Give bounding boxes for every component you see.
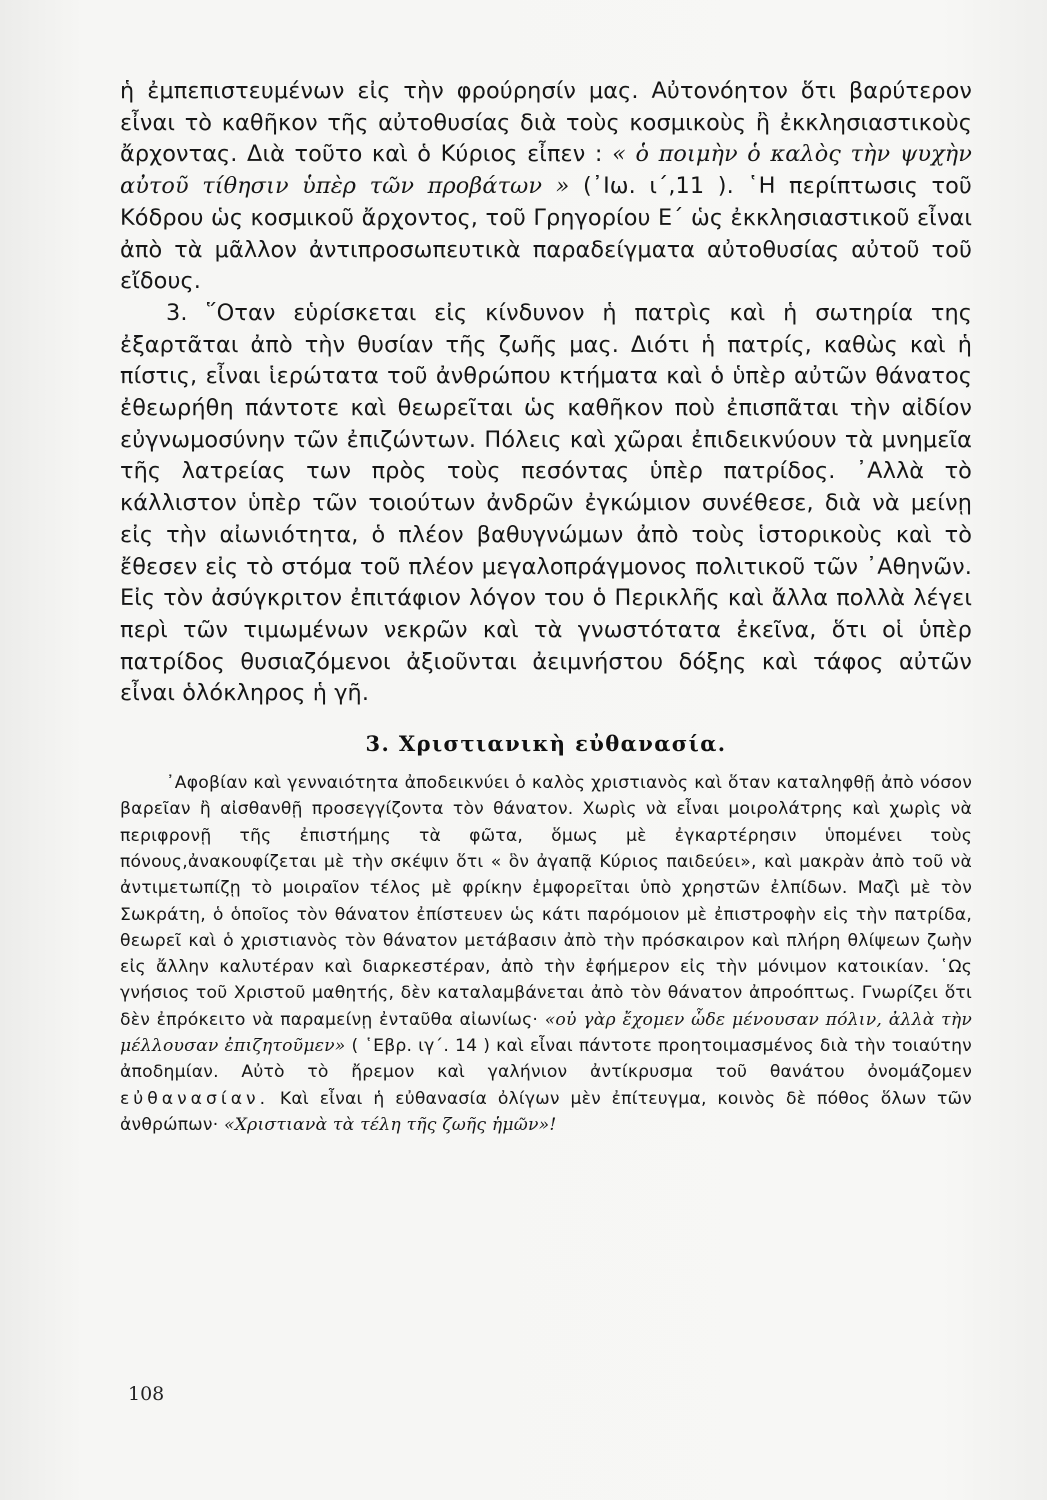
page-text xyxy=(120,76,972,1138)
paragraph-euthanasia xyxy=(120,770,972,1138)
paragraph-text: 3. ῞Οταν εὑρίσκεται εἰς κίνδυνον ἡ πατρὶς καὶ ἡ σωτηρία της ἐξαρτᾶται ἀπὸ τὴν θυσίαν τῆς ζωῆς μας. Διότι ἡ πατρίς, καθὼς καὶ ἡ πίστις, εἶναι ἱερώτατα τοῦ ἀνθρώπου κτήματα καὶ ὁ ὑπὲρ αὐτῶν θάνατος ἐθεωρήθη πάντοτε καὶ θεωρεῖται ὡς καθῆκον ποὺ ἐπισπᾶται τὴν αἰδίον εὐγνωμοσύνην τῶν ἐπιζώντων. Πόλεις καὶ χῶραι ἐπιδεικνύουν τὰ μνημεῖα τῆς λατρείας των πρὸς τοὺς πεσόντας ὑπὲρ πατρίδος. ᾿Αλλὰ τὸ κάλλιστον ὑπὲρ τῶν τοιούτων ἀνδρῶν ἐγκώμιον συνέθεσε, διὰ νὰ μείνῃ εἰς τὴν αἰωνιότητα, ὁ πλέον βαθυγνώμων ἀπὸ τοὺς ἱστορικοὺς καὶ τὸ ἔθεσεν εἰς τὸ στόμα τοῦ πλέον μεγαλοπράγμονος πολιτικοῦ τῶν ᾿Αθηνῶν. Εἰς τὸν ἀσύγκριτον ἐπιτάφιον λόγον του ὁ Περικλῆς καὶ ἄλλα πολλὰ λέγει περὶ τῶν τιμωμένων νεκρῶν καὶ τὰ γνωστότατα ἐκεῖνα, ὅτι οἱ ὑπὲρ πατρίδος θυσιαζόμενοι ἀξιοῦνται ἀειμνήστου δόξης καὶ τάφος αὐτῶν εἶναι ὁλόκληρος ἡ γῆ. xyxy=(120,299,972,707)
paragraph-text: Καὶ εἶναι ἡ εὐθανασία ὀλίγων μὲν ἐπίτευγμα, κοινὸς δὲ πόθος ὅλων τῶν ἀνθρώπων· xyxy=(120,1088,972,1135)
paragraph-text: ᾿Αφοβίαν καὶ γενναιότητα ἀποδεικνύει ὁ καλὸς χριστιανὸς καὶ ὅταν καταληφθῇ ἀπὸ νόσον βαρεῖαν ἢ αἰσθανθῇ προσεγγίζοντα τὸν θάνατον. Χωρὶς νὰ εἶναι μοιρολάτρης καὶ χωρὶς νὰ περιφρονῇ τῆς ἐπιστήμης τὰ φῶτα, ὅμως μὲ ἐγκαρτέρησιν ὑπομένει τοὺς πόνους,ἀνακουφίζεται μὲ τὴν σκέψιν ὅτι « ὃν ἀγαπᾷ Κύριος παιδεύει», καὶ μακρὰν ἀπὸ τοῦ νὰ ἀντιμετωπίζῃ τὸ μοιραῖον τέλος μὲ φρίκην ἐμφορεῖται ὑπὸ χρηστῶν ἐλπίδων. Μαζὶ μὲ τὸν Σωκράτη, ὁ ὁποῖος τὸν θάνατον ἐπίστευεν ὡς κάτι παρόμοιον μὲ ἐπιστροφὴν εἰς τὴν πατρίδα, θεωρεῖ καὶ ὁ χριστιανὸς τὸν θάνατον μετάβασιν ἀπὸ τὴν πρόσκαιρον καὶ πλήρη θλίψεων ζωὴν εἰς ἄλλην καλυτέραν καὶ διαρκεστέραν, ἀπὸ τὴν ἐφήμερον εἰς τὴν μόνιμον κατοικίαν. ῾Ως γνήσιος τοῦ Χριστοῦ μαθητής, δὲν καταλαμβάνεται ἀπὸ τὸν θάνατον ἀπροόπτως. Γνωρίζει ὅτι δὲν ἐπρόκειτο νὰ παραμείνῃ ἐνταῦθα αἰωνίως· xyxy=(120,773,972,1030)
emphasized-word: εὐθανασίαν. xyxy=(120,1088,270,1109)
paragraph-text: (᾿Ιω. ι΄,11 ). ῾Η περίπτωσις τοῦ Κόδρου ὡς κοσμικοῦ ἄρχοντος, τοῦ Γρηγορίου Ε΄ ὡς ἐκκλησιαστικοῦ εἶναι ἀπὸ τὰ μᾶλλον ἀντιπροσωπευτικὰ παραδείγματα αὐτοθυσίας αὐτοῦ τοῦ εἴδους. xyxy=(120,173,972,295)
paragraph-text: ἡ ἐμπεπιστευμένων εἰς τὴν φρούρησίν μας. Αὐτονόητον ὅτι βαρύτερον εἶναι τὸ καθῆκον τῆς αὐτοθυσίας διὰ τοὺς κοσμικοὺς ἢ ἐκκλησιαστικοὺς ἄρχοντας. Διὰ τοῦτο καὶ ὁ Κύριος εἶπεν : xyxy=(120,78,972,168)
paragraph-homeland xyxy=(120,298,972,710)
closing-quote: «Χριστιανὰ τὰ τέλη τῆς ζωῆς ἡμῶν»! xyxy=(224,1114,557,1135)
scripture-quote: « ὁ ποιμὴν ὁ καλὸς τὴν ψυχὴν αὐτοῦ τίθησιν ὑπὲρ τῶν προβάτων » xyxy=(120,141,973,200)
page-number: 108 xyxy=(128,1383,165,1405)
paragraph-text: ( ῾Εβρ. ιγ΄. 14 ) καὶ εἶναι πάντοτε προητοιμασμένος διὰ τὴν τοιαύτην ἀποδημίαν. Αὐτὸ τὸ ἤρεμον καὶ γαλήνιον ἀντίκρυσμα τοῦ θανάτου ὀνομάζομεν xyxy=(120,1036,972,1083)
scripture-quote: «οὐ γὰρ ἔχομεν ὧδε μένουσαν πόλιν, ἀλλὰ τὴν μέλλουσαν ἐπιζητοῦμεν» xyxy=(120,1009,972,1057)
paragraph-self-sacrifice xyxy=(120,76,972,298)
section-heading: 3. Χριστιανικὴ εὐθανασία. xyxy=(365,731,727,757)
